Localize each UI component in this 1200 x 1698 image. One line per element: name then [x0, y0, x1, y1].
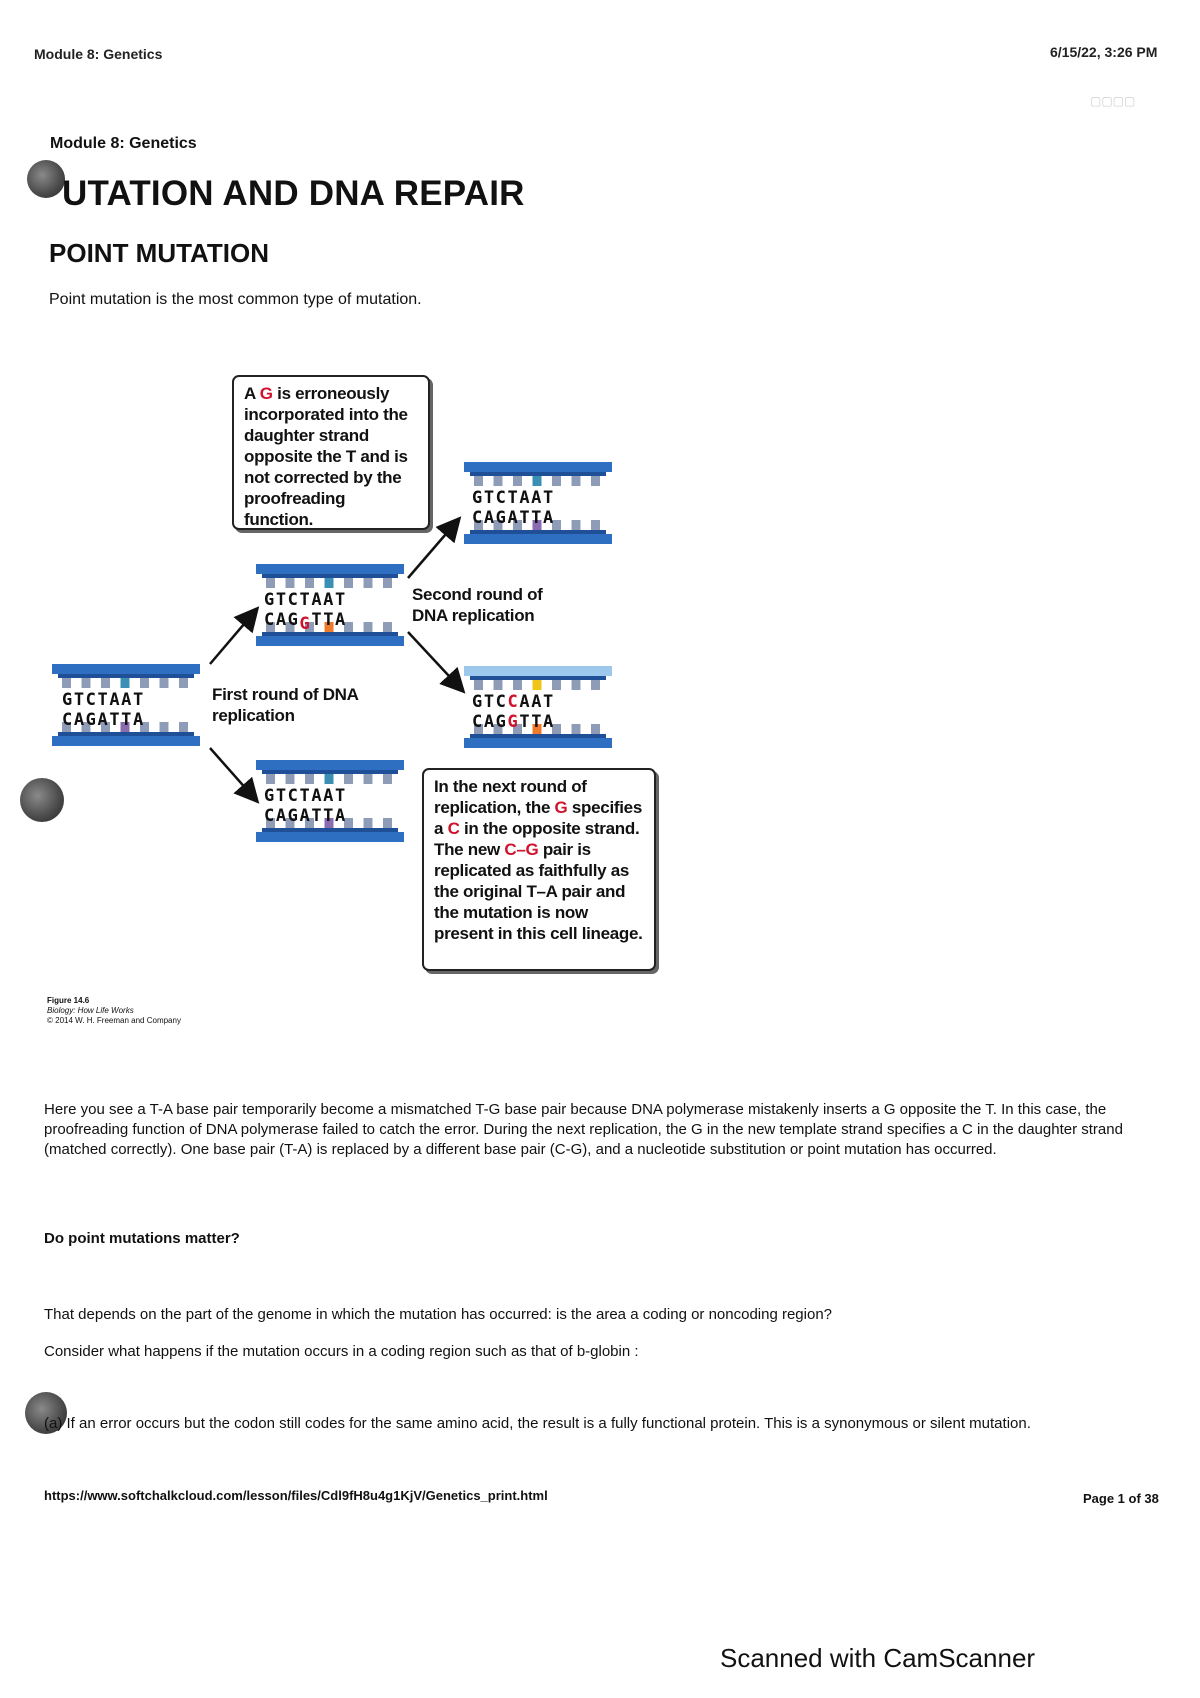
strand-normal-top-base-peg — [325, 774, 334, 784]
arrow-mutant-to-lower — [408, 632, 462, 690]
strand-mutant-bottom-base-peg — [383, 622, 392, 632]
seq-part: GTC — [472, 692, 508, 712]
callout-next-round — [422, 768, 656, 971]
seq-gen2-lower-bottom — [472, 712, 555, 732]
strand-gen2-upper-bottom-base-peg — [591, 520, 600, 530]
strand-mutant-top-base-peg — [286, 578, 295, 588]
strand-parent-top-base-peg — [101, 678, 110, 688]
strand-parent-bottom-backbone — [52, 736, 200, 746]
callout-text: specifies a — [434, 798, 642, 838]
strand-gen2-lower-bottom-base-peg — [572, 724, 581, 734]
strand-normal-top-base-peg — [364, 774, 373, 784]
strand-gen2-lower-top-base-peg — [513, 680, 522, 690]
strand-gen2-upper-top-base-peg — [494, 476, 503, 486]
strand-mutant-bottom-backbone — [256, 636, 404, 646]
callout-text: A — [244, 384, 260, 403]
strand-mutant-top-base-peg — [364, 578, 373, 588]
seq-mutant-top: GTCTAAT — [264, 590, 347, 610]
strand-gen2-upper-bottom-base-peg — [572, 520, 581, 530]
callout-text: in the opposite strand. The new — [434, 819, 640, 859]
strand-normal-bottom-backbone — [256, 832, 404, 842]
strand-normal-top-base-peg — [383, 774, 392, 784]
list-text: If an error occurs but the codon still codes for the same amino acid, the result is a fully functional protein. This is a synonymous or silent mutation. — [66, 1415, 1031, 1432]
strand-gen2-lower-top-base-peg — [591, 680, 600, 690]
callout-misincorporation — [232, 375, 430, 530]
scanner-watermark: Scanned with CamScanner — [720, 1643, 1036, 1673]
strand-normal-top-base-peg — [305, 774, 314, 784]
strand-normal-top-base-peg — [344, 774, 353, 784]
strand-gen2-upper-top-base-peg — [533, 476, 542, 486]
bleed-through-text: ▢▢▢▢ — [1090, 94, 1136, 108]
strand-normal-top-shadow — [262, 770, 398, 774]
strand-gen2-upper-top-base-peg — [591, 476, 600, 486]
figure-number: Figure 14.6 — [47, 996, 90, 1005]
strand-normal-top-backbone — [256, 760, 404, 770]
seq-part: TTA — [519, 712, 555, 732]
strand-parent-top-shadow — [58, 674, 194, 678]
strand-gen2-upper-top-base-peg — [513, 476, 522, 486]
strand-gen2-lower-top-base-peg — [474, 680, 483, 690]
seq-part: CAG — [264, 610, 300, 630]
callout-highlight-cg: C–G — [504, 840, 539, 859]
strand-parent-bottom-base-peg — [160, 722, 169, 732]
strand-parent-bottom-shadow — [58, 732, 194, 736]
strand-gen2-lower-top-backbone — [464, 666, 612, 676]
strand-mutant-bottom-shadow — [262, 632, 398, 636]
strand-mutant-top-base-peg — [305, 578, 314, 588]
seq-template-g: G — [507, 712, 520, 732]
callout-highlight-g: G — [554, 798, 568, 817]
strand-mutant-bottom-base-peg — [364, 622, 373, 632]
strand-parent-top-backbone — [52, 664, 200, 674]
strand-gen2-lower-top-base-peg — [572, 680, 581, 690]
strand-parent-top-base-peg — [140, 678, 149, 688]
arrow-parent-to-normal — [210, 748, 256, 800]
strand-gen2-lower-top-base-peg — [533, 680, 542, 690]
paragraph-explanation: Here you see a T-A base pair temporarily become a mismatched T-G base pair because DNA polymerase mistakenly inserts a G opposite the T. In this case, the proofreading function of DNA polymerase failed to catch the error. During the next replication, the G in the new template strand specifies a C in the daughter strand (matched correctly). One base pair (T-A) is replaced by a different base pair (C-G), and a nucleotide substitution or point mutation has occurred. — [44, 1101, 1123, 1158]
strand-gen2-lower-bottom-shadow — [470, 734, 606, 738]
strand-gen2-lower-top-shadow — [470, 676, 606, 680]
callout-text: pair is replicated as faithfully as the original T–A pair and the mutation is now present in this cell lineage. — [434, 840, 643, 943]
strand-normal-top-base-peg — [266, 774, 275, 784]
strand-gen2-lower-top-base-peg — [494, 680, 503, 690]
strand-gen2-upper-top-shadow — [470, 472, 606, 476]
section-subtitle: POINT MUTATION — [49, 238, 270, 268]
seq-part: CAG — [472, 712, 508, 732]
strand-normal-bottom-base-peg — [383, 818, 392, 828]
footer-page: Page 1 of 38 — [1083, 1491, 1159, 1506]
figure-source: Biology: How Life Works — [47, 1006, 134, 1015]
footer-url: https://www.softchalkcloud.com/lesson/files/Cdl9fH8u4g1KjV/Genetics_print.html — [44, 1488, 548, 1503]
list-marker: (a) — [44, 1415, 63, 1432]
running-header-datetime: 6/15/22, 3:26 PM — [1050, 44, 1158, 60]
strand-parent-top-base-peg — [179, 678, 188, 688]
paragraph-coding-region: That depends on the part of the genome in which the mutation has occurred: is the area a coding or noncoding region? — [44, 1306, 833, 1323]
callout-text: In the next round of replication, the — [434, 777, 587, 817]
strand-mutant-top-base-peg — [266, 578, 275, 588]
figure-caption — [47, 996, 181, 1026]
seq-gen2-upper-top: GTCTAAT — [472, 488, 555, 508]
strand-parent-top-base-peg — [62, 678, 71, 688]
strand-gen2-lower-bottom-backbone — [464, 738, 612, 748]
strand-gen2-upper-top-base-peg — [474, 476, 483, 486]
strand-gen2-upper-top-base-peg — [572, 476, 581, 486]
strand-mutant-top-base-peg — [325, 578, 334, 588]
question-heading: Do point mutations matter? — [44, 1230, 240, 1247]
seq-parent-top: GTCTAAT — [62, 690, 145, 710]
strand-mutant-top-base-peg — [383, 578, 392, 588]
strand-gen2-upper-bottom-shadow — [470, 530, 606, 534]
punch-hole-2 — [20, 778, 64, 822]
intro-text: Point mutation is the most common type of mutation. — [49, 291, 422, 308]
strand-mutant-top-backbone — [256, 564, 404, 574]
strand-mutant-top-shadow — [262, 574, 398, 578]
seq-part: TTA — [311, 610, 347, 630]
strand-normal-bottom-base-peg — [364, 818, 373, 828]
running-header-module: Module 8: Genetics — [34, 46, 163, 62]
seq-gen2-upper-bottom: CAGATTA — [472, 508, 555, 528]
strand-parent-top-base-peg — [121, 678, 130, 688]
page-title: UTATION AND DNA REPAIR — [62, 174, 525, 213]
seq-mutant-bottom — [264, 610, 347, 634]
strand-gen2-upper-top-backbone — [464, 462, 612, 472]
paragraph-b-globin: Consider what happens if the mutation occurs in a coding region such as that of b-globin : — [44, 1343, 639, 1360]
seq-substituted-c: C — [507, 692, 520, 712]
strand-gen2-upper-top-base-peg — [552, 476, 561, 486]
module-heading: Module 8: Genetics — [50, 135, 197, 152]
strand-parent-top-base-peg — [82, 678, 91, 688]
strand-gen2-lower-top-base-peg — [552, 680, 561, 690]
strand-parent-top-base-peg — [160, 678, 169, 688]
seq-mismatch-g: G — [299, 614, 312, 634]
seq-parent-bottom: CAGATTA — [62, 710, 145, 730]
paragraph-silent-mutation — [44, 1414, 1144, 1434]
seq-normal-bottom: CAGATTA — [264, 806, 347, 826]
seq-gen2-lower-top — [472, 692, 555, 712]
label-first-round: First round of DNA replication — [212, 685, 359, 725]
strand-normal-top-base-peg — [286, 774, 295, 784]
callout-text: is erroneously incorporated into the daughter strand opposite the T and is not corrected by the proofreading function. — [244, 384, 408, 529]
seq-part: AAT — [519, 692, 555, 712]
strand-parent-bottom-base-peg — [179, 722, 188, 732]
seq-normal-top: GTCTAAT — [264, 786, 347, 806]
strand-gen2-lower-bottom-base-peg — [591, 724, 600, 734]
figure-copyright: © 2014 W. H. Freeman and Company — [47, 1016, 181, 1025]
strand-gen2-upper-bottom-backbone — [464, 534, 612, 544]
strand-mutant-top-base-peg — [344, 578, 353, 588]
callout-highlight-g: G — [259, 384, 273, 403]
label-second-round: Second round of DNA replication — [412, 585, 543, 625]
callout-highlight-c: C — [447, 819, 460, 838]
strand-normal-bottom-shadow — [262, 828, 398, 832]
arrow-parent-to-mutant — [210, 610, 256, 664]
